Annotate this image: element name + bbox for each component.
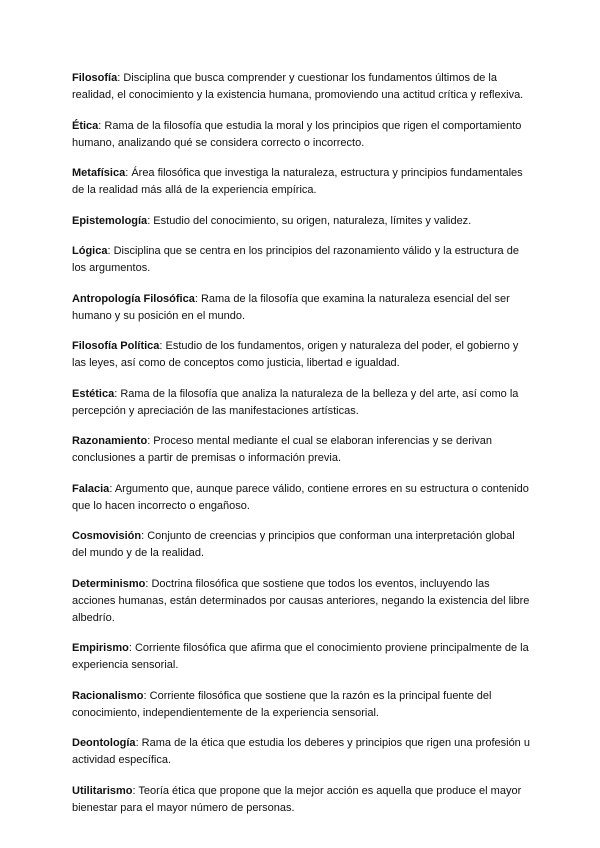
definition: : Disciplina que se centra en los principios del razonamiento válido y la estructura de los argumentos. [72, 245, 519, 274]
glossary-entry-racionalismo [72, 688, 532, 722]
glossary-entry-razonamiento [72, 433, 532, 467]
term: Determinismo [72, 577, 146, 590]
glossary-entry-antropologia-filosofica [72, 291, 532, 325]
term: Deontología [72, 737, 136, 749]
term: Ética [72, 119, 99, 132]
glossary-entry-epistemologia [72, 213, 532, 230]
term: Empirismo [72, 642, 129, 654]
glossary-entry-utilitarismo [72, 783, 532, 817]
definition: : Corriente filosófica que sostiene que la razón es la principal fuente del conocimiento, independientemente de la experiencia sensorial. [72, 689, 492, 719]
term: Utilitarismo [72, 784, 133, 797]
definition: : Área filosófica que investiga la naturaleza, estructura y principios fundamentales de la realidad más allá de la experiencia empírica. [72, 167, 523, 196]
definition: : Proceso mental mediante el cual se elaboran inferencias y se derivan conclusiones a partir de premisas o información previa. [72, 435, 493, 464]
glossary-entry-empirismo [72, 640, 532, 674]
definition: : Estudio de los fundamentos, origen y naturaleza del poder, el gobierno y las leyes, así como de conceptos como justicia, libertad e igualdad. [72, 340, 519, 369]
definition: : Argumento que, aunque parece válido, contiene errores en su estructura o contenido que lo hacen incorrecto o engañoso. [72, 482, 529, 512]
glossary-entry-logica [72, 243, 532, 277]
glossary-entry-filosofia [72, 70, 532, 104]
term: Epistemología [72, 214, 148, 227]
glossary-entry-cosmovision [72, 528, 532, 562]
glossary-entry-falacia [72, 481, 532, 515]
definition: : Rama de la filosofía que estudia la moral y los principios que rigen el comportamiento humano, analizando qué se considera correcto o incorrecto. [72, 119, 522, 149]
term: Filosofía [72, 72, 118, 84]
glossary-entry-metafisica [72, 165, 532, 199]
glossary-entry-deontologia [72, 735, 532, 769]
term: Falacia [72, 482, 110, 495]
term: Lógica [72, 245, 108, 257]
definition: : Rama de la filosofía que analiza la naturaleza de la belleza y del arte, así como la percepción y apreciación de las manifestaciones artísticas. [72, 387, 519, 417]
term: Metafísica [72, 167, 126, 179]
term: Cosmovisión [72, 530, 142, 542]
definition: : Disciplina que busca comprender y cuestionar los fundamentos últimos de la realidad, el conocimiento y la existencia humana, promoviendo una actitud crítica y reflexiva. [72, 72, 524, 101]
glossary-entry-filosofia-politica [72, 338, 532, 372]
glossary-entry-etica [72, 118, 532, 152]
term: Filosofía Política [72, 340, 160, 352]
term: Razonamiento [72, 435, 148, 447]
definition: : Estudio del conocimiento, su origen, naturaleza, límites y validez. [147, 214, 472, 227]
definition: : Teoría ética que propone que la mejor acción es aquella que produce el mayor bienestar para el mayor número de personas. [72, 784, 522, 814]
definition: : Doctrina filosófica que sostiene que todos los eventos, incluyendo las acciones humanas, están determinados por causas anteriores, negando la existencia del libre albedrío. [72, 577, 530, 624]
term: Antropología Filosófica [72, 292, 195, 305]
glossary-entry-determinismo [72, 576, 532, 627]
term: Estética [72, 387, 115, 400]
definition: : Rama de la ética que estudia los deberes y principios que rigen una profesión u actividad específica. [72, 737, 530, 766]
definition: : Conjunto de creencias y principios que conforman una interpretación global del mundo y de la realidad. [72, 530, 515, 559]
glossary-entry-estetica [72, 386, 532, 420]
definition: : Rama de la filosofía que examina la naturaleza esencial del ser humano y su posición en el mundo. [72, 292, 510, 322]
glossary-page [72, 70, 532, 830]
definition: : Corriente filosófica que afirma que el conocimiento proviene principalmente de la experiencia sensorial. [72, 642, 529, 671]
term: Racionalismo [72, 689, 144, 702]
